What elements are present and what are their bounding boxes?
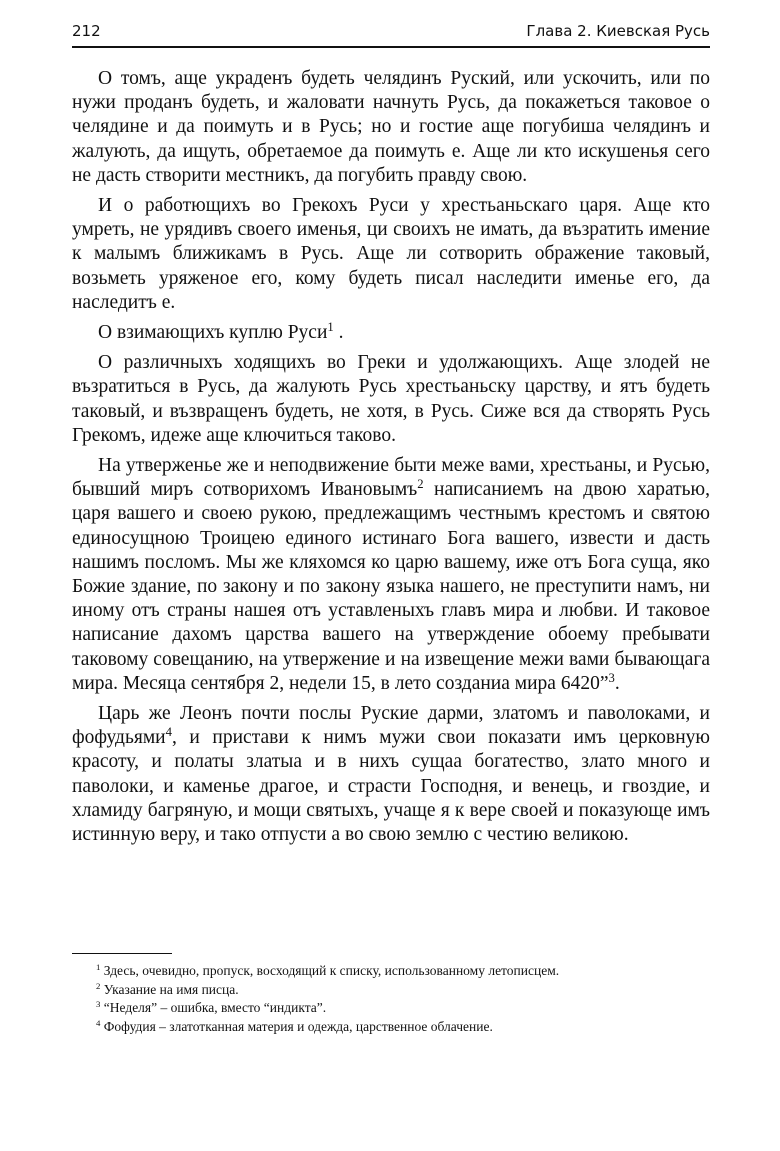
footnote-number: 1 [96,962,101,973]
footnote-number: 3 [96,999,101,1010]
page-header [72,22,710,40]
footnote: $^3$ “Неделя” – ошибка, вместо “индикта”. [96,999,327,1015]
footnote-ref: 4 [165,725,172,740]
paragraph: О томъ, аще украденъ будеть челядинъ Руский, или ускочить, или по нужи проданъ будеть, и жаловати начнуть Русь, да покажеться таковое о челядине и да поимуть и в Русь; но и гостие аще погубиша челядинъ и жалують, да ищуть, обретаемое да поимуть е. Аще ли кто искушенья сего не дасть створити местникъ, да погубить правду свою. [72,68,710,186]
paragraph: Царь же Леонъ почти послы Руские дарми, златомъ и паволоками, и фофудьями$^4$, и пристави к нимъ мужи свои показати имъ церковную красоту, и полаты златыа и в нихъ сущаа богатество, злато много и паволоки, и каменье драгое, и страсти Господня, и венець, и гвоздие, и хламиду багряную, и мощи святыхъ, учаще я к вере своей и показующе имъ истинную веру, и тако отпусти а во свою землю с честию великою. [72,703,710,846]
footnotes [72,962,710,1036]
footnote: $^1$ Здесь, очевидно, пропуск, восходящий к списку, использованному летописцем. [96,962,560,978]
footnote-separator [72,953,172,954]
footnote: $^4$ Фофудия – златотканная материя и одежда, царственное облачение. [96,1017,493,1034]
footnote-ref: 3 [608,670,615,685]
paragraph: О различныхъ ходящихъ во Греки и удолжающихъ. Аще злодей не възратиться в Русь, да жалують Русь хрестьаньску царству, и ятъ будеть таковый, и възвращенъ будеть, не хотя, в Русь. Сиже вся да створять Русь Грекомъ, идеже аще ключиться таково. [72,352,710,446]
paragraph: О взимающихъ куплю Руси$^1$ . [98,320,344,344]
header-rule [72,46,710,48]
paragraph: И о работющихъ во Грекохъ Руси у хрестьаньскаго царя. Аще кто умреть, не урядивъ своего именья, ци своихъ не имать, да възратить имение к малымъ ближикамъ в Русь. Аще ли сотворить ображение таковый, возьметь уряженое его, кому будеть писал наследити именье его, да наследитъ е. [72,195,710,313]
running-title: Глава 2. Киевская Русь [526,22,710,40]
footnote-number: 4 [96,1017,101,1028]
footnote-ref: 1 [327,320,334,335]
page-number: 212 [72,22,101,40]
main-text [72,67,710,853]
paragraph: На утверженье же и неподвижение быти меже вами, хрестьаны, и Русью, бывший миръ сотворихомъ Ивановымъ$^2$ написаниемъ на двою харатью, царя вашего и своею рукою, предлежащимъ честнымъ крестомъ и святою единосущною Троицею единого истинаго Бога вашего, извести и дасть нашимъ посломъ. Мы же кляхомся ко царю вашему, иже отъ Бога суща, яко Божие здание, по закону и по закону языка нашего, не преступити намъ, ни иному отъ страны нашея отъ уставленыхъ главъ мира и любви. И таковое написание дахомъ царства вашего на утверждение обоему пребывати таковому совещанию, на утвержение и на извещение межи вами бывающага мира. Месяца сентября 2, недели 15, в лето созданиа мира 6420”$^3$. [72,455,710,694]
footnote-ref: 2 [417,477,424,492]
footnote: $^2$ Указание на имя писца. [96,980,239,997]
footnote-number: 2 [96,980,101,991]
